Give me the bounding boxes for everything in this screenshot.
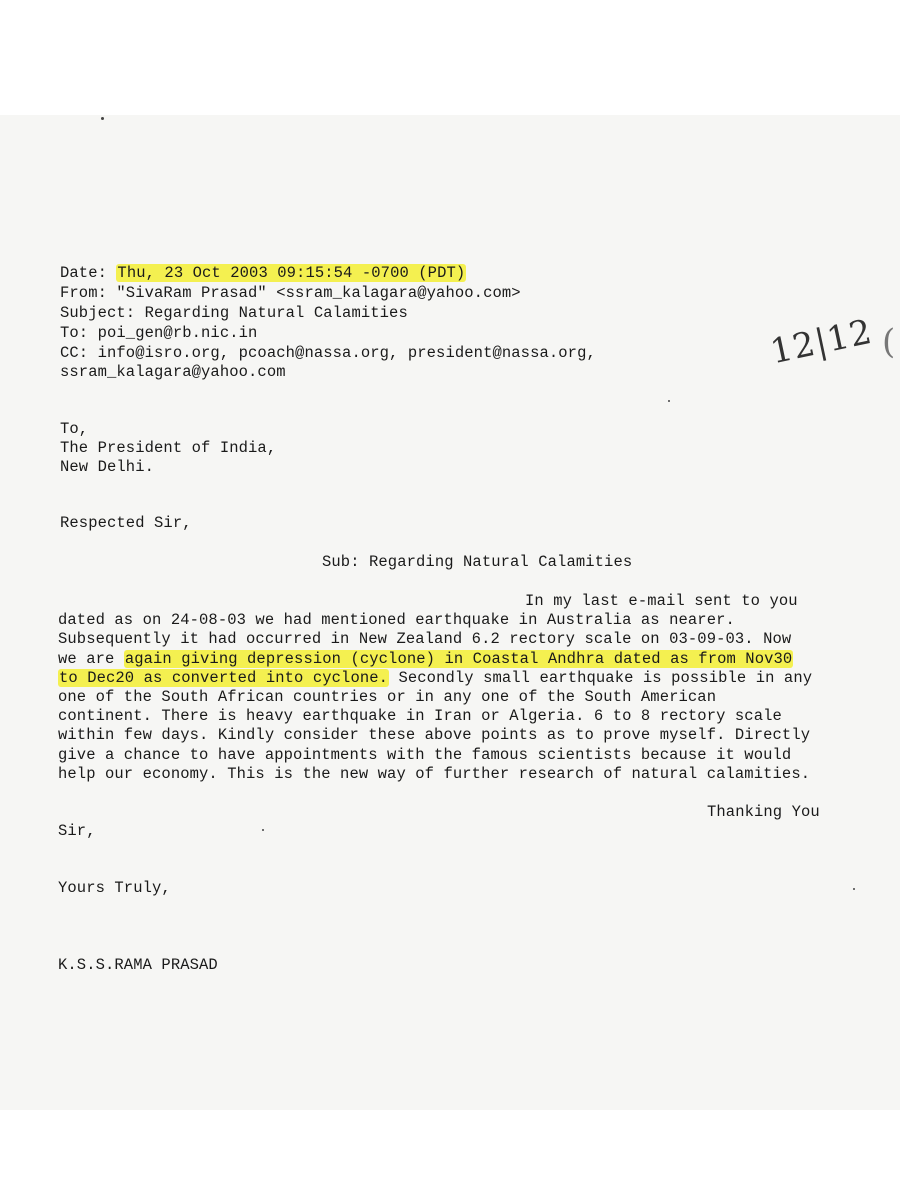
- body-line-7: continent. There is heavy earthquake in Iran or Algeria. 6 to 8 rectory scale: [58, 707, 782, 725]
- body-line-1: In my last e-mail sent to you: [525, 592, 798, 610]
- email-to-line: To: poi_gen@rb.nic.in: [60, 324, 258, 342]
- body-line-5-rest: Secondly small earthquake is possible in any: [389, 669, 813, 687]
- body-line-4: [58, 650, 793, 670]
- handwritten-note: 12|12: [766, 311, 877, 373]
- body-line-4-start: we are: [58, 650, 124, 668]
- body-line-5: [58, 669, 812, 689]
- body-line-8: within few days. Kindly consider these above points as to prove myself. Directly: [58, 726, 811, 744]
- closing-thanking: Thanking You: [707, 803, 820, 821]
- closing-sir: Sir,: [58, 822, 96, 840]
- address-city: New Delhi.: [60, 458, 155, 476]
- scan-speck: [262, 829, 264, 831]
- email-date-line: [60, 264, 466, 284]
- email-from-line: From: "SivaRam Prasad" <ssram_kalagara@yahoo.com>: [60, 284, 521, 302]
- closing-yours: Yours Truly,: [58, 879, 171, 897]
- address-recipient: The President of India,: [60, 439, 277, 457]
- handwritten-mark: (: [882, 322, 896, 362]
- scan-speck: [668, 400, 670, 402]
- body-line-3: Subsequently it had occurred in New Zealand 6.2 rectory scale on 03-09-03. Now: [58, 630, 792, 648]
- scan-speck: [853, 888, 855, 890]
- date-label: Date:: [60, 264, 117, 282]
- body-highlight-2: to Dec20 as converted into cyclone.: [59, 669, 389, 687]
- email-cc-line: CC: info@isro.org, pcoach@nassa.org, president@nassa.org,: [60, 344, 596, 362]
- body-line-6: one of the South African countries or in any one of the South American: [58, 688, 717, 706]
- salutation: Respected Sir,: [60, 514, 192, 532]
- email-subject-line: Subject: Regarding Natural Calamities: [60, 304, 408, 322]
- email-cc-line-2: ssram_kalagara@yahoo.com: [60, 363, 286, 381]
- scan-speck: [101, 117, 104, 120]
- letter-subject: Sub: Regarding Natural Calamities: [322, 553, 633, 571]
- body-highlight-1: again giving depression (cyclone) in Coastal Andhra dated as from Nov30: [124, 650, 793, 668]
- body-line-9: give a chance to have appointments with the famous scientists because it would: [58, 746, 792, 764]
- body-line-10: help our economy. This is the new way of further research of natural calamities.: [58, 765, 811, 783]
- address-to: To,: [60, 420, 89, 438]
- signatory-name: K.S.S.RAMA PRASAD: [58, 956, 218, 974]
- body-line-2: dated as on 24-08-03 we had mentioned earthquake in Australia as nearer.: [58, 611, 735, 629]
- date-value-highlighted: Thu, 23 Oct 2003 09:15:54 -0700 (PDT): [117, 264, 466, 282]
